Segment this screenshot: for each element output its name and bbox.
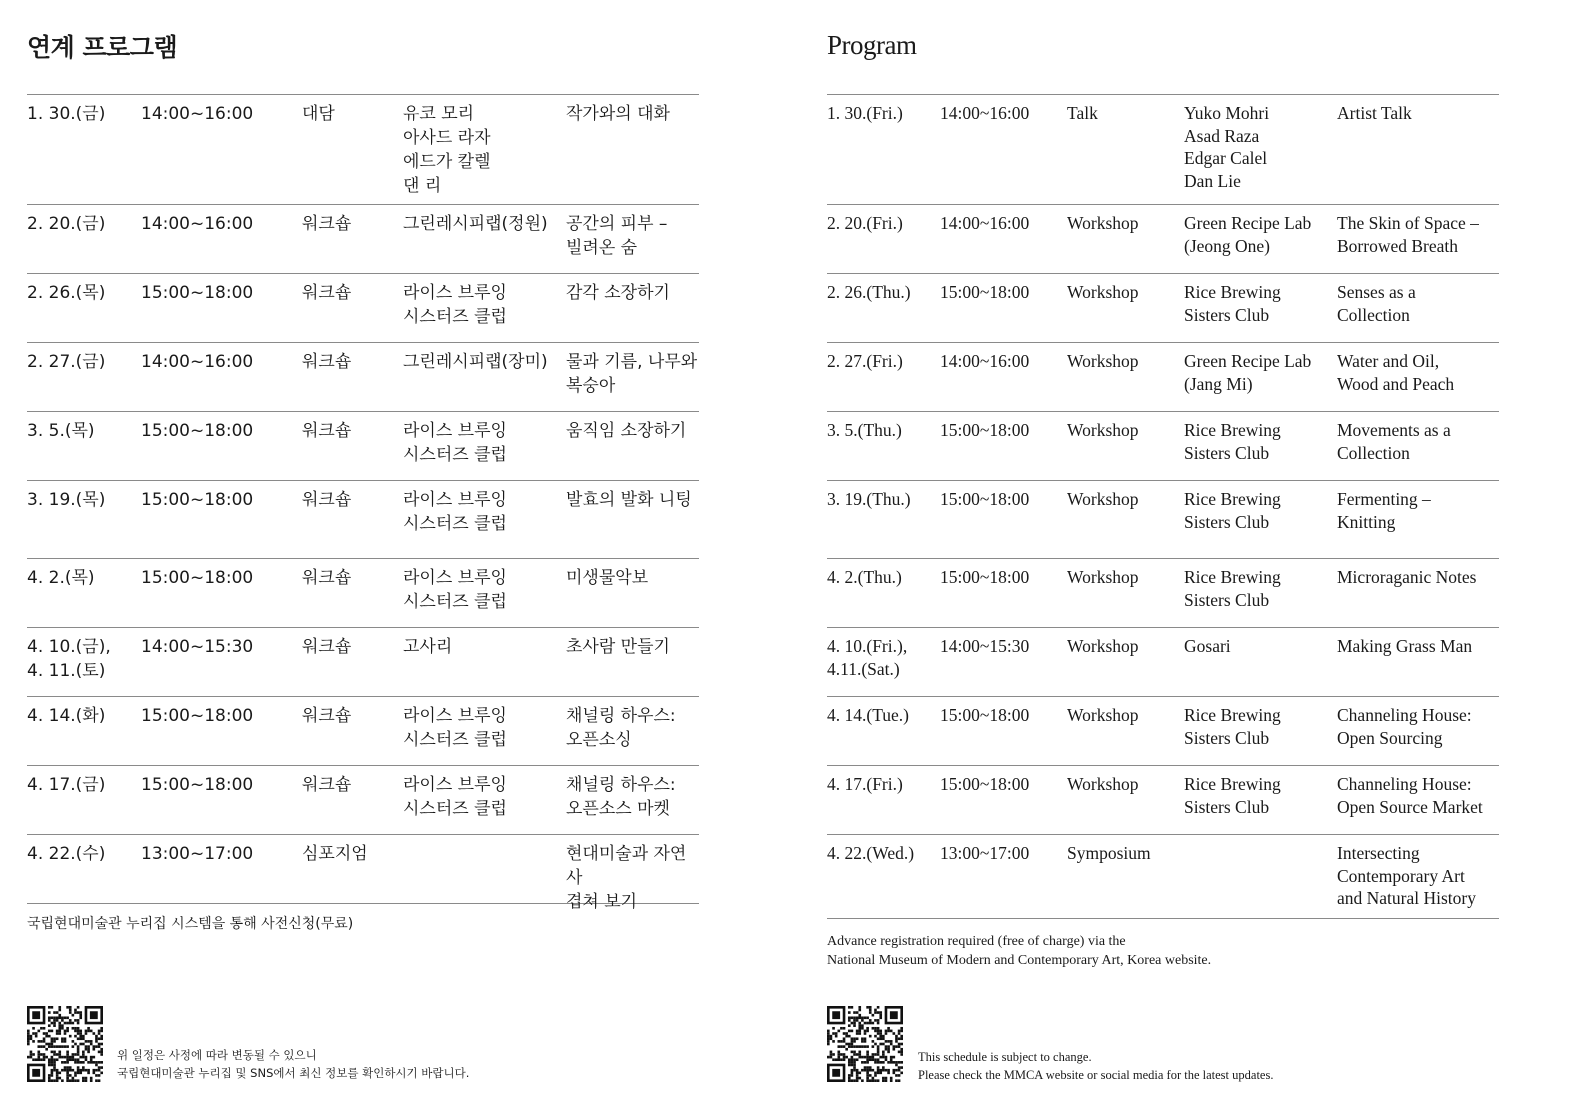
type-cell: Workshop — [1067, 705, 1139, 725]
host-cell: Rice Brewing Sisters Club — [1184, 420, 1281, 463]
type-cell: Workshop — [1067, 213, 1139, 233]
date-cell: 3. 19.(목) — [27, 490, 106, 510]
date-cell: 3. 19.(Thu.) — [827, 489, 911, 509]
table-row — [827, 481, 1499, 559]
date-cell: 4. 22.(Wed.) — [827, 843, 915, 863]
title-cell: 채널링 하우스: 오픈소스 마켓 — [566, 775, 676, 819]
type-cell: 심포지엄 — [302, 844, 368, 864]
date-cell: 3. 5.(Thu.) — [827, 420, 902, 440]
host-cell: 라이스 브루잉 시스터즈 클럽 — [403, 775, 507, 819]
host-cell: 그린레시피랩(정원) — [403, 214, 548, 234]
date-cell: 2. 26.(목) — [27, 283, 106, 303]
time-cell: 13:00~17:00 — [940, 843, 1030, 863]
page-title-english: Program — [827, 30, 917, 60]
time-cell: 15:00~18:00 — [940, 567, 1030, 587]
table-row — [27, 835, 699, 912]
table-row — [827, 274, 1499, 343]
host-cell: 그린레시피랩(장미) — [403, 352, 548, 372]
table-row — [27, 481, 699, 559]
host-cell: 유코 모리 아사드 라자 에드가 칼렐 댄 리 — [403, 104, 491, 196]
title-cell: 발효의 발화 니팅 — [566, 490, 692, 510]
footnote-english: This schedule is subject to change. Please check the MMCA website or social media for the latest updates. — [918, 1050, 1274, 1082]
title-cell: The Skin of Space – Borrowed Breath — [1337, 213, 1479, 256]
host-cell: 라이스 브루잉 시스터즈 클럽 — [403, 421, 507, 465]
time-cell: 15:00~18:00 — [940, 489, 1030, 509]
type-cell: 워크숍 — [302, 490, 352, 510]
time-cell: 15:00~18:00 — [940, 282, 1030, 302]
date-cell: 3. 5.(목) — [27, 421, 95, 441]
host-cell: Gosari — [1184, 636, 1231, 656]
time-cell: 14:00~16:00 — [141, 352, 254, 372]
host-cell: 라이스 브루잉 시스터즈 클럽 — [403, 283, 507, 327]
type-cell: 워크숍 — [302, 706, 352, 726]
type-cell: 워크숍 — [302, 637, 352, 657]
date-cell: 2. 20.(Fri.) — [827, 213, 903, 233]
type-cell: Workshop — [1067, 774, 1139, 794]
host-cell: Green Recipe Lab (Jeong One) — [1184, 213, 1312, 256]
time-cell: 15:00~18:00 — [141, 775, 254, 795]
type-cell: Workshop — [1067, 351, 1139, 371]
title-cell: Fermenting – Knitting — [1337, 489, 1431, 532]
registration-note-english: Advance registration required (free of charge) via the National Museum of Modern and Contemporary Art, Korea website. — [827, 934, 1212, 968]
type-cell: 워크숍 — [302, 775, 352, 795]
host-cell: Green Recipe Lab (Jang Mi) — [1184, 351, 1312, 394]
type-cell: 워크숍 — [302, 214, 352, 234]
title-cell: 공간의 피부 – 빌려온 숨 — [566, 214, 668, 258]
host-cell: Rice Brewing Sisters Club — [1184, 774, 1281, 817]
title-cell: 작가와의 대화 — [566, 104, 670, 124]
host-cell: Rice Brewing Sisters Club — [1184, 705, 1281, 748]
table-row — [827, 835, 1499, 919]
title-cell: 현대미술과 자연사 겹쳐 보기 — [566, 844, 687, 912]
qr-code-icon[interactable] — [27, 1006, 103, 1082]
table-row — [27, 628, 699, 697]
time-cell: 14:00~16:00 — [141, 214, 254, 234]
type-cell: Talk — [1067, 103, 1098, 123]
footnote-korean: 위 일정은 사정에 따라 변동될 수 있으니 국립현대미술관 누리집 및 SNS에서 최신 정보를 확인하시기 바랍니다. — [117, 1048, 470, 1080]
time-cell: 14:00~15:30 — [141, 637, 254, 657]
table-row — [27, 697, 699, 766]
table-row — [827, 628, 1499, 697]
table-row — [827, 343, 1499, 412]
host-cell: 고사리 — [403, 637, 453, 657]
registration-note-korean: 국립현대미술관 누리집 시스템을 통해 사전신청(무료) — [27, 916, 354, 932]
table-row — [827, 95, 1499, 205]
date-cell: 4. 10.(금), 4. 11.(토) — [27, 637, 111, 681]
type-cell: Workshop — [1067, 636, 1139, 656]
time-cell: 15:00~18:00 — [141, 421, 254, 441]
host-cell: Rice Brewing Sisters Club — [1184, 282, 1281, 325]
title-cell: Artist Talk — [1337, 103, 1412, 123]
table-row — [827, 766, 1499, 835]
time-cell: 15:00~18:00 — [940, 774, 1030, 794]
title-cell: Channeling House: Open Sourcing — [1337, 705, 1472, 748]
table-row — [827, 697, 1499, 766]
time-cell: 14:00~16:00 — [940, 103, 1030, 123]
host-cell: Rice Brewing Sisters Club — [1184, 567, 1281, 610]
title-cell: Channeling House: Open Source Market — [1337, 774, 1483, 817]
title-cell: 채널링 하우스: 오픈소싱 — [566, 706, 676, 750]
date-cell: 2. 27.(Fri.) — [827, 351, 903, 371]
time-cell: 15:00~18:00 — [141, 706, 254, 726]
time-cell: 14:00~16:00 — [141, 104, 254, 124]
title-cell: 미생물악보 — [566, 568, 649, 588]
title-cell: 움직임 소장하기 — [566, 421, 687, 441]
table-row — [27, 274, 699, 343]
time-cell: 15:00~18:00 — [141, 490, 254, 510]
time-cell: 14:00~16:00 — [940, 351, 1030, 371]
time-cell: 15:00~18:00 — [141, 283, 254, 303]
title-cell: Water and Oil, Wood and Peach — [1337, 351, 1455, 394]
title-cell: 물과 기름, 나무와 복숭아 — [566, 352, 698, 396]
time-cell: 15:00~18:00 — [940, 705, 1030, 725]
qr-code-icon[interactable] — [827, 1006, 903, 1082]
host-cell: 라이스 브루잉 시스터즈 클럽 — [403, 706, 507, 750]
time-cell: 13:00~17:00 — [141, 844, 254, 864]
time-cell: 15:00~18:00 — [940, 420, 1030, 440]
table-row — [27, 95, 699, 205]
date-cell: 4. 10.(Fri.), 4.11.(Sat.) — [827, 636, 908, 679]
title-cell: Intersecting Contemporary Art and Natural History — [1337, 843, 1476, 908]
schedule-table-english — [827, 94, 1499, 919]
table-row — [27, 766, 699, 835]
time-cell: 15:00~18:00 — [141, 568, 254, 588]
title-cell: Senses as a Collection — [1337, 282, 1416, 325]
date-cell: 4. 14.(Tue.) — [827, 705, 909, 725]
host-cell: 라이스 브루잉 시스터즈 클럽 — [403, 568, 507, 612]
date-cell: 1. 30.(Fri.) — [827, 103, 903, 123]
date-cell: 4. 14.(화) — [27, 706, 106, 726]
table-row — [27, 343, 699, 412]
type-cell: Workshop — [1067, 567, 1139, 587]
type-cell: Workshop — [1067, 420, 1139, 440]
title-cell: 감각 소장하기 — [566, 283, 670, 303]
title-cell: Microraganic Notes — [1337, 567, 1477, 587]
type-cell: 워크숍 — [302, 421, 352, 441]
date-cell: 4. 2.(Thu.) — [827, 567, 902, 587]
date-cell: 4. 2.(목) — [27, 568, 95, 588]
title-cell: Making Grass Man — [1337, 636, 1473, 656]
type-cell: Workshop — [1067, 489, 1139, 509]
table-row — [27, 412, 699, 481]
date-cell: 4. 17.(Fri.) — [827, 774, 903, 794]
host-cell: Yuko Mohri Asad Raza Edgar Calel Dan Lie — [1184, 103, 1270, 191]
page-title-korean: 연계 프로그램 — [27, 33, 178, 62]
table-row — [827, 205, 1499, 274]
table-row — [827, 412, 1499, 481]
title-cell: Movements as a Collection — [1337, 420, 1451, 463]
date-cell: 4. 17.(금) — [27, 775, 106, 795]
schedule-table-korean — [27, 94, 699, 912]
date-cell: 4. 22.(수) — [27, 844, 106, 864]
time-cell: 14:00~16:00 — [940, 213, 1030, 233]
type-cell: 워크숍 — [302, 283, 352, 303]
type-cell: Symposium — [1067, 843, 1151, 863]
date-cell: 2. 20.(금) — [27, 214, 106, 234]
table-row — [27, 205, 699, 274]
title-cell: 초사람 만들기 — [566, 637, 670, 657]
time-cell: 14:00~15:30 — [940, 636, 1030, 656]
host-cell: Rice Brewing Sisters Club — [1184, 489, 1281, 532]
type-cell: 워크숍 — [302, 352, 352, 372]
date-cell: 2. 27.(금) — [27, 352, 106, 372]
table-row — [827, 559, 1499, 628]
type-cell: 대담 — [302, 104, 335, 124]
type-cell: 워크숍 — [302, 568, 352, 588]
date-cell: 2. 26.(Thu.) — [827, 282, 911, 302]
date-cell: 1. 30.(금) — [27, 104, 106, 124]
type-cell: Workshop — [1067, 282, 1139, 302]
table-row — [27, 559, 699, 628]
host-cell: 라이스 브루잉 시스터즈 클럽 — [403, 490, 507, 534]
